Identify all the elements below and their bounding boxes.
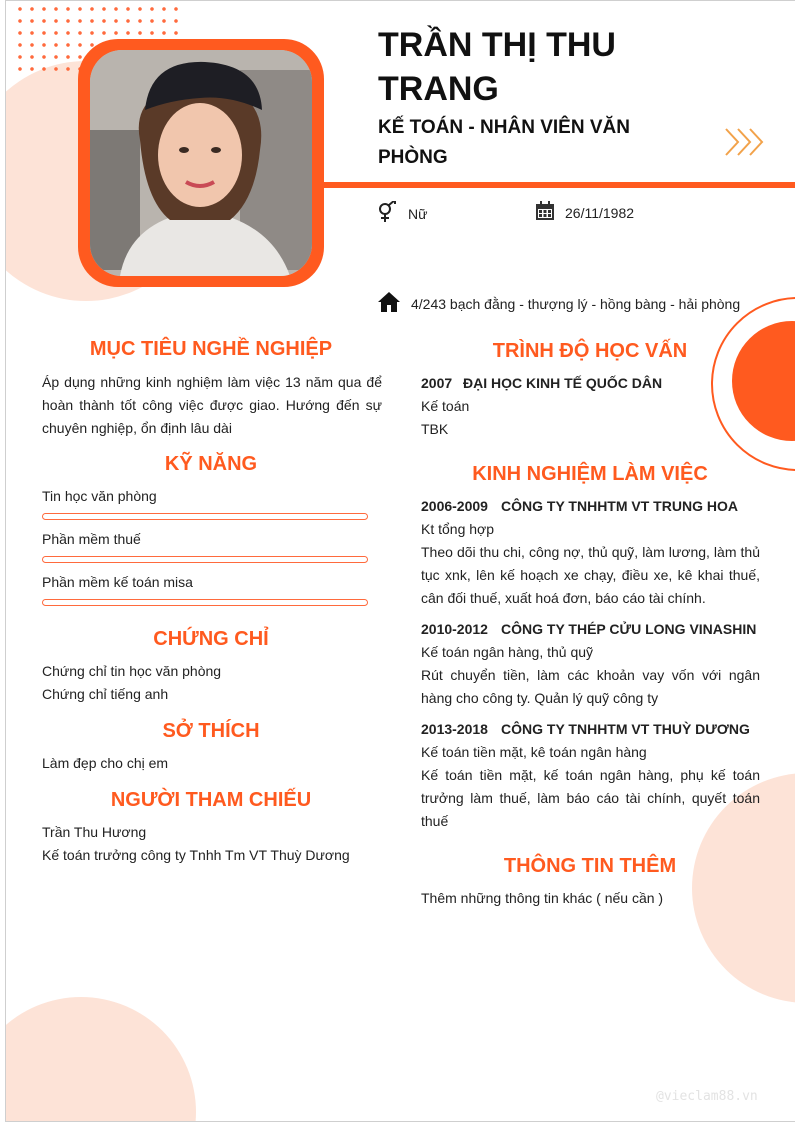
job-years: 2010-2012 xyxy=(421,621,488,637)
gender-text: Nữ xyxy=(408,205,428,222)
job-description: Rút chuyển tiền, làm các khoản vay vốn với ngân hàng cho công ty. Quản lý quỹ công ty xyxy=(421,667,760,706)
job-company: CÔNG TY TNHHTM VT TRUNG HOA xyxy=(501,498,738,514)
objective-text: Áp dụng những kinh nghiệm làm việc 13 năm qua để hoàn thành tốt công việc được giao. Hướng đến sự chuyên nghiệp, ổn định lâu dài xyxy=(42,374,382,436)
address-text: 4/243 bạch đằng - thượng lý - hồng bàng - hải phòng xyxy=(411,295,741,312)
experience-title: KINH NGHIỆM LÀM VIỆC xyxy=(472,463,708,485)
education-school: ĐẠI HỌC KINH TẾ QUỐC DÂN xyxy=(463,375,663,391)
extra-text: Thêm những thông tin khác ( nếu cần ) xyxy=(421,890,664,906)
certificates-title: CHỨNG CHỈ xyxy=(153,628,269,650)
job-description: Kế toán tiền mặt, kế toán ngân hàng, phụ kế toán trưởng làm thuế, làm báo cáo tài chính, quyết toán thuế xyxy=(421,767,760,829)
objective-title: MỤC TIÊU NGHỀ NGHIỆP xyxy=(89,338,333,360)
education-title: TRÌNH ĐỘ HỌC VẤN xyxy=(492,340,688,362)
home-icon xyxy=(377,291,401,316)
birthday-info xyxy=(535,201,634,224)
job-role: Kế toán ngân hàng, thủ quỹ xyxy=(421,644,594,660)
job-years: 2006-2009 xyxy=(421,498,488,514)
job-company: CÔNG TY THÉP CỬU LONG VINASHIN xyxy=(501,621,757,637)
hobbies-title: SỞ THÍCH xyxy=(162,720,260,742)
education-grade: TBK xyxy=(421,421,449,437)
skill-bar xyxy=(42,556,368,563)
birthday-text: 26/11/1982 xyxy=(565,204,635,221)
extra-title: THÔNG TIN THÊM xyxy=(503,855,677,877)
profile-photo xyxy=(90,50,312,276)
skill-label: Phần mềm thuế xyxy=(42,531,141,547)
profile-photo-frame xyxy=(78,39,324,287)
candidate-name: TRẦN THỊ THU TRANG xyxy=(378,26,616,108)
job-description: Theo dõi thu chi, công nợ, thủ quỹ, làm lương, làm thủ tục xnk, lên kế hoạch xe chạy, điều xe, kê khai thuế, cân đối thuế, xuất hoá đơn, báo cáo tài chính. xyxy=(421,544,760,606)
decor-circle-bottom-left xyxy=(5,997,196,1122)
skills-title: KỸ NĂNG xyxy=(164,453,258,475)
job-company: CÔNG TY TNHHTM VT THUỲ DƯƠNG xyxy=(501,721,750,737)
gender-info xyxy=(376,201,427,226)
cv-page xyxy=(5,0,795,1122)
job-years: 2013-2018 xyxy=(421,721,488,737)
skill-bar xyxy=(42,599,368,606)
skill-label: Tin học văn phòng xyxy=(42,488,157,504)
header-divider xyxy=(324,182,795,188)
gender-icon xyxy=(376,201,398,226)
certificate-item: Chứng chỉ tin học văn phòng xyxy=(42,663,222,679)
calendar-icon xyxy=(535,201,555,224)
certificate-item: Chứng chỉ tiếng anh xyxy=(42,686,169,702)
reference-name: Trần Thu Hương xyxy=(42,824,147,840)
job-role: Kt tổng hợp xyxy=(421,521,495,537)
job-role: Kế toán tiền mặt, kê toán ngân hàng xyxy=(421,744,647,760)
watermark: @vieclam88.vn xyxy=(656,1089,758,1104)
candidate-position: KẾ TOÁN - NHÂN VIÊN VĂN PHÒNG xyxy=(378,117,630,168)
skill-bar xyxy=(42,513,368,520)
reference-detail: Kế toán trưởng công ty Tnhh Tm VT Thuỳ Dương xyxy=(42,847,350,863)
education-year: 2007 xyxy=(421,375,453,391)
address-info xyxy=(377,291,740,316)
hobbies-text: Làm đẹp cho chị em xyxy=(42,755,169,771)
skill-label: Phần mềm kế toán misa xyxy=(42,574,193,590)
chevrons-icon xyxy=(724,127,768,162)
education-major: Kế toán xyxy=(421,398,470,414)
references-title: NGƯỜI THAM CHIẾU xyxy=(110,789,312,811)
